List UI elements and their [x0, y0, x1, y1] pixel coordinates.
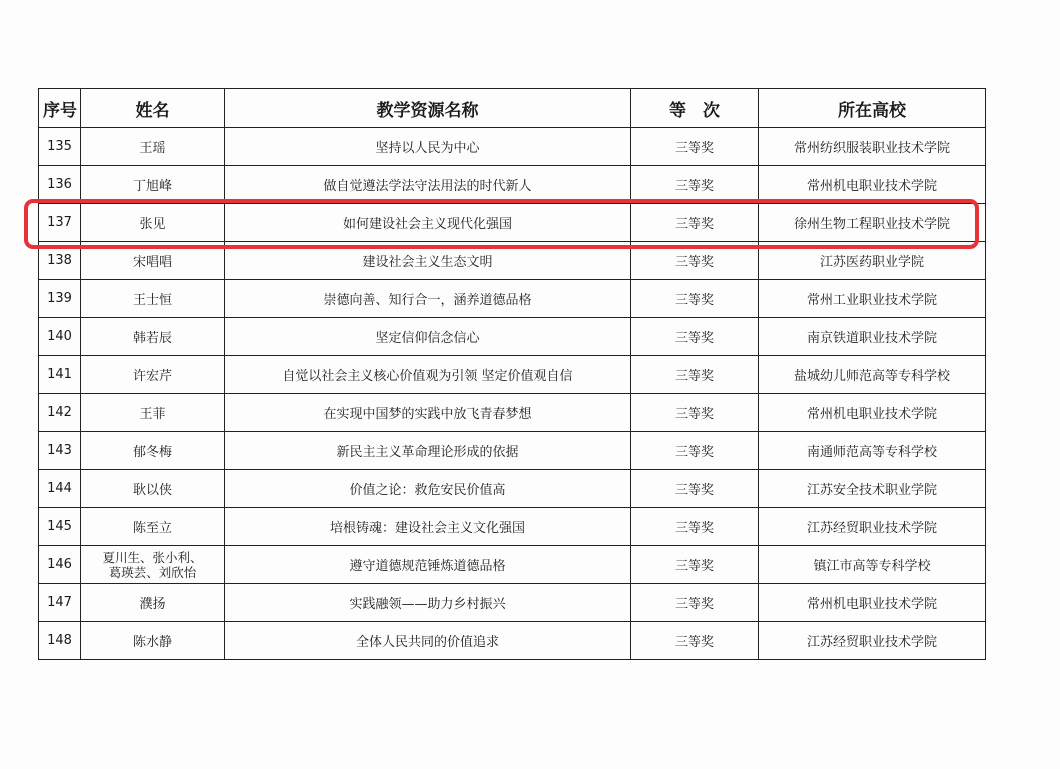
cell-no: 137 — [39, 204, 81, 242]
cell-title: 全体人民共同的价值追求 — [225, 622, 631, 660]
cell-no: 146 — [39, 546, 81, 584]
table-row — [39, 584, 986, 622]
cell-school: 常州纺织服装职业技术学院 — [759, 128, 986, 166]
header-no: 序号 — [39, 89, 81, 128]
cell-title: 自觉以社会主义核心价值观为引领 坚定价值观自信 — [225, 356, 631, 394]
cell-no: 136 — [39, 166, 81, 204]
cell-name: 张见 — [81, 204, 225, 242]
cell-no: 135 — [39, 128, 81, 166]
cell-title: 价值之论：救危安民价值高 — [225, 470, 631, 508]
table-header-row — [39, 89, 986, 128]
table-row — [39, 356, 986, 394]
cell-school: 江苏经贸职业技术学院 — [759, 508, 986, 546]
cell-title: 建设社会主义生态文明 — [225, 242, 631, 280]
table-row — [39, 280, 986, 318]
cell-grade: 三等奖 — [631, 546, 759, 584]
cell-name: 王瑶 — [81, 128, 225, 166]
table-row — [39, 128, 986, 166]
cell-name-multi — [81, 546, 225, 584]
cell-no: 138 — [39, 242, 81, 280]
cell-no: 148 — [39, 622, 81, 660]
cell-school: 南京铁道职业技术学院 — [759, 318, 986, 356]
cell-name: 濮扬 — [81, 584, 225, 622]
cell-grade: 三等奖 — [631, 204, 759, 242]
cell-school: 常州机电职业技术学院 — [759, 584, 986, 622]
table-row — [39, 546, 986, 584]
cell-grade: 三等奖 — [631, 622, 759, 660]
cell-name: 王士恒 — [81, 280, 225, 318]
cell-school: 江苏医药职业学院 — [759, 242, 986, 280]
header-title: 教学资源名称 — [225, 89, 631, 128]
cell-title: 做自觉遵法学法守法用法的时代新人 — [225, 166, 631, 204]
cell-name: 陈水静 — [81, 622, 225, 660]
cell-school: 镇江市高等专科学校 — [759, 546, 986, 584]
cell-no: 140 — [39, 318, 81, 356]
awards-table — [38, 88, 986, 660]
cell-grade: 三等奖 — [631, 280, 759, 318]
cell-no: 147 — [39, 584, 81, 622]
cell-no: 145 — [39, 508, 81, 546]
cell-grade: 三等奖 — [631, 584, 759, 622]
table-row — [39, 394, 986, 432]
cell-no: 141 — [39, 356, 81, 394]
table-row — [39, 432, 986, 470]
cell-school: 江苏经贸职业技术学院 — [759, 622, 986, 660]
cell-grade: 三等奖 — [631, 470, 759, 508]
cell-grade: 三等奖 — [631, 356, 759, 394]
table-row — [39, 622, 986, 660]
cell-grade: 三等奖 — [631, 242, 759, 280]
cell-grade: 三等奖 — [631, 128, 759, 166]
cell-no: 142 — [39, 394, 81, 432]
cell-no: 139 — [39, 280, 81, 318]
header-school: 所在高校 — [759, 89, 986, 128]
header-name: 姓名 — [81, 89, 225, 128]
cell-name: 宋唱唱 — [81, 242, 225, 280]
cell-no: 144 — [39, 470, 81, 508]
cell-name: 耿以侠 — [81, 470, 225, 508]
table-row — [39, 508, 986, 546]
cell-title: 实践融领——助力乡村振兴 — [225, 584, 631, 622]
cell-no: 143 — [39, 432, 81, 470]
cell-name: 丁旭峰 — [81, 166, 225, 204]
cell-grade: 三等奖 — [631, 166, 759, 204]
cell-school: 盐城幼儿师范高等专科学校 — [759, 356, 986, 394]
cell-grade: 三等奖 — [631, 318, 759, 356]
table-row — [39, 318, 986, 356]
cell-name: 许宏芹 — [81, 356, 225, 394]
cell-title: 坚持以人民为中心 — [225, 128, 631, 166]
cell-school: 常州机电职业技术学院 — [759, 394, 986, 432]
cell-name: 王菲 — [81, 394, 225, 432]
cell-title: 崇德向善、知行合一，涵养道德品格 — [225, 280, 631, 318]
cell-grade: 三等奖 — [631, 394, 759, 432]
table-row — [39, 242, 986, 280]
cell-name-line: 夏川生、张小利、 — [102, 549, 203, 565]
cell-school: 江苏安全技术职业学院 — [759, 470, 986, 508]
header-grade: 等 次 — [631, 89, 759, 128]
cell-title: 新民主主义革命理论形成的依据 — [225, 432, 631, 470]
cell-name: 陈至立 — [81, 508, 225, 546]
cell-name-line: 葛瑛芸、刘欣怡 — [108, 564, 197, 580]
cell-school: 南通师范高等专科学校 — [759, 432, 986, 470]
cell-title: 在实现中国梦的实践中放飞青春梦想 — [225, 394, 631, 432]
cell-title: 遵守道德规范锤炼道德品格 — [225, 546, 631, 584]
cell-name: 韩若辰 — [81, 318, 225, 356]
cell-title: 培根铸魂：建设社会主义文化强国 — [225, 508, 631, 546]
cell-title: 坚定信仰信念信心 — [225, 318, 631, 356]
cell-grade: 三等奖 — [631, 432, 759, 470]
table-row-highlighted — [39, 204, 986, 242]
cell-school: 常州工业职业技术学院 — [759, 280, 986, 318]
cell-title: 如何建设社会主义现代化强国 — [225, 204, 631, 242]
table-row — [39, 166, 986, 204]
cell-grade: 三等奖 — [631, 508, 759, 546]
cell-school: 常州机电职业技术学院 — [759, 166, 986, 204]
table-row — [39, 470, 986, 508]
cell-school: 徐州生物工程职业技术学院 — [759, 204, 986, 242]
cell-name: 郁冬梅 — [81, 432, 225, 470]
